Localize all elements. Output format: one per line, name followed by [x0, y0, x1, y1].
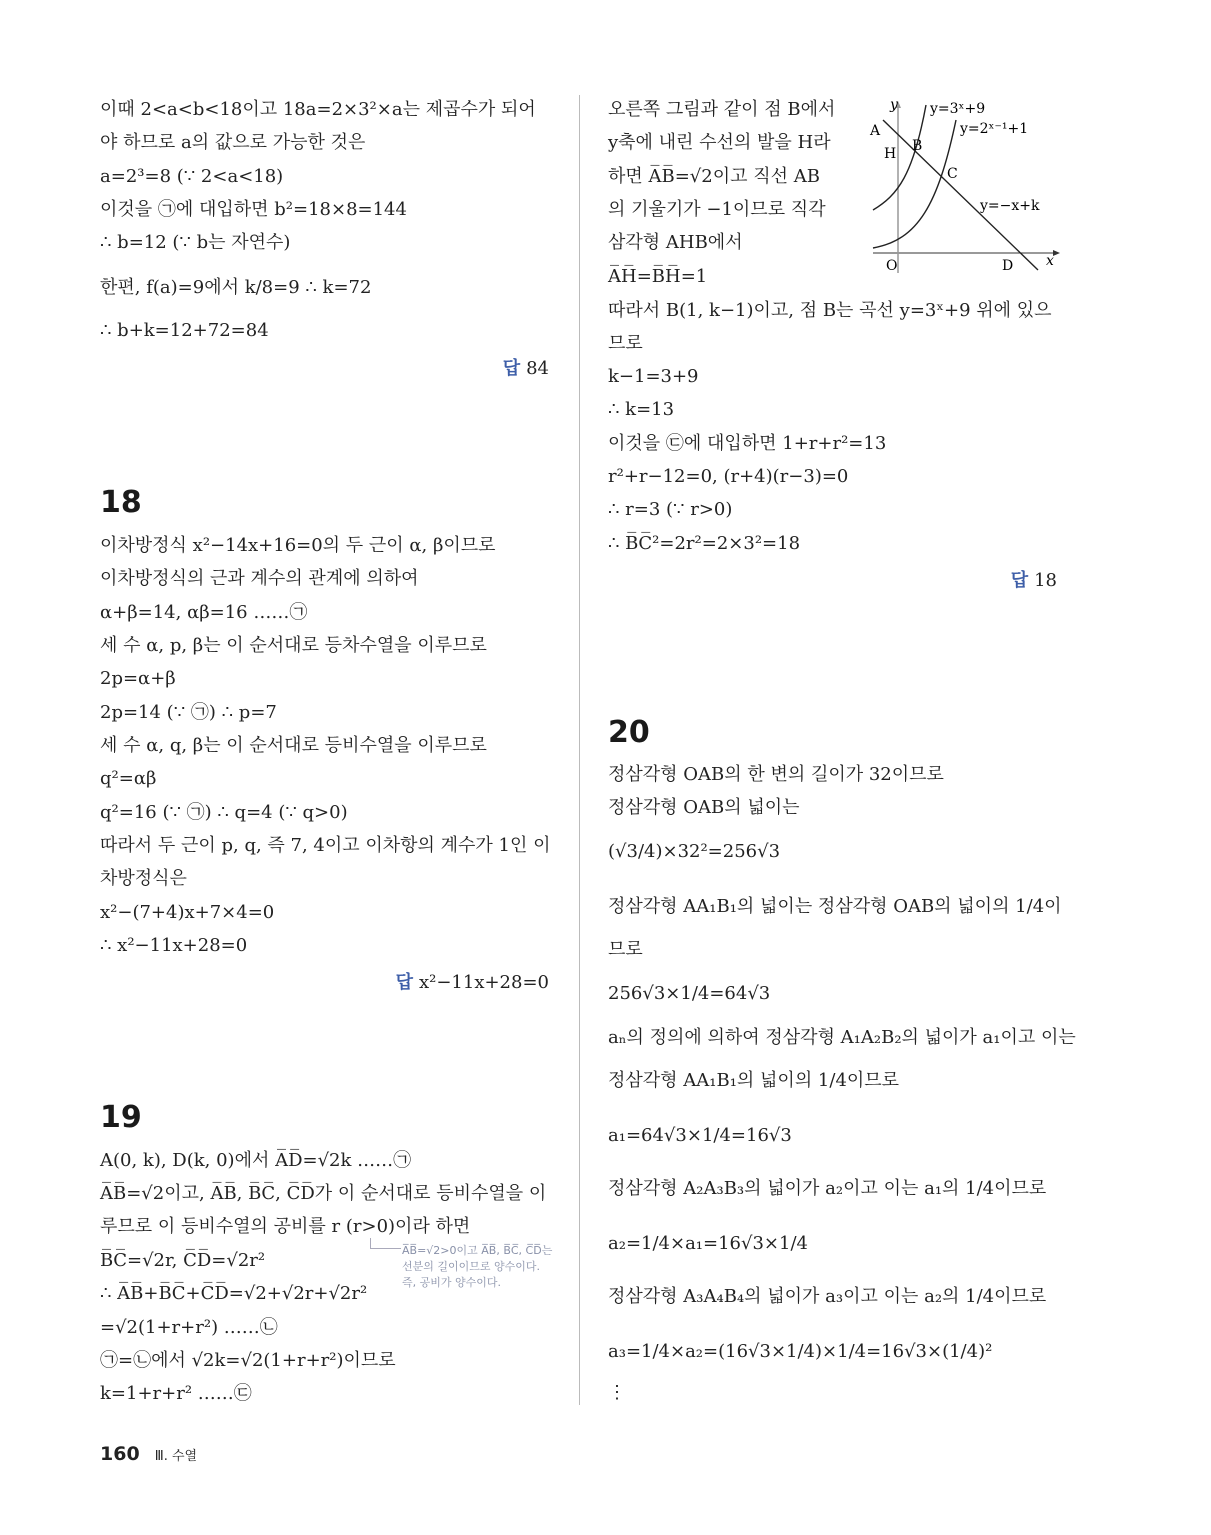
text-line: k=1+r+r² ……㉢	[100, 1383, 252, 1404]
graph-figure	[868, 95, 1068, 275]
text-line: 2p=14 (∵ ㉠) ∴ p=7	[100, 702, 277, 723]
text-line: ∴ k=13	[608, 399, 675, 420]
answer-tag: 답	[395, 972, 413, 993]
graph-label-x: x	[1046, 253, 1054, 269]
text-line: a₃=1/4×a₂=(16√3×1/4)×1/4=16√3×(1/4)²	[608, 1341, 993, 1362]
graph-label-line: y=−x+k	[980, 198, 1040, 214]
text-line: 256√3×1/4=64√3	[608, 983, 771, 1004]
text-line: 정삼각형 OAB의 넓이는	[608, 797, 800, 818]
text-line: ∴ b+k=12+72=84	[100, 320, 269, 341]
text-line: 하면 A̅B̅=√2이고 직선 AB	[608, 166, 820, 187]
text-line: A̅H̅=B̅H̅=1	[608, 266, 708, 287]
problem-number: 19	[100, 1100, 142, 1135]
text-line: ∴ r=3 (∵ r>0)	[608, 499, 733, 520]
graph-label-B: B	[912, 138, 923, 154]
text-line: y축에 내린 수선의 발을 H라	[608, 132, 831, 153]
text-line: 의 기울기가 −1이므로 직각	[608, 199, 826, 220]
text-line: q²=16 (∵ ㉠) ∴ q=4 (∵ q>0)	[100, 802, 348, 823]
graph-label-O: O	[886, 258, 898, 274]
side-note	[402, 1243, 552, 1291]
answer	[396, 968, 549, 994]
text-line: a=2³=8 (∵ 2<a<18)	[100, 166, 284, 187]
graph-label-curve2: y=2ˣ⁻¹+1	[960, 121, 1029, 137]
text-line: 므로	[608, 333, 643, 354]
answer-value: 18	[1034, 570, 1057, 591]
text-line: ∴ b=12 (∵ b는 자연수)	[100, 232, 291, 253]
text-line: 세 수 α, q, β는 이 순서대로 등비수열을 이루므로	[100, 735, 487, 756]
text-line: 정삼각형 AA₁B₁의 넓이의 1/4이므로	[608, 1070, 900, 1091]
graph-label-C: C	[947, 166, 958, 182]
x-axis-arrow-icon	[1053, 250, 1060, 256]
text-line: B̅C̅=√2r, C̅D̅=√2r²	[100, 1250, 266, 1271]
note-connector	[370, 1238, 401, 1249]
answer-value: 84	[526, 358, 549, 379]
text-line: 정삼각형 A₂A₃B₃의 넓이가 a₂이고 이는 a₁의 1/4이므로	[608, 1178, 1047, 1199]
answer-value: x²−11x+28=0	[418, 972, 549, 993]
line-neg-x-plus-k	[883, 120, 1038, 270]
text-line: r²+r−12=0, (r+4)(r−3)=0	[608, 466, 849, 487]
text-line: ∴ A̅B̅+B̅C̅+C̅D̅=√2+√2r+√2r²	[100, 1283, 368, 1304]
page-number: 160	[100, 1443, 140, 1465]
text-line: 세 수 α, p, β는 이 순서대로 등차수열을 이루므로	[100, 635, 487, 656]
text-line: A̅B̅=√2이고, A̅B̅, B̅C̅, C̅D̅가 이 순서대로 등비수열을 이	[100, 1183, 547, 1204]
problem-number: 20	[608, 715, 650, 750]
text-line: 므로	[608, 939, 643, 960]
text-line: 이차방정식의 근과 계수의 관계에 의하여	[100, 568, 419, 589]
text-line: 2p=α+β	[100, 668, 176, 689]
text-line: 따라서 B(1, k−1)이고, 점 B는 곡선 y=3ˣ+9 위에 있으	[608, 300, 1052, 321]
text-line: a₂=1/4×a₁=16√3×1/4	[608, 1233, 808, 1254]
text-line: a₁=64√3×1/4=16√3	[608, 1125, 792, 1146]
text-line: 오른쪽 그림과 같이 점 B에서	[608, 99, 836, 120]
graph-label-y: y	[890, 97, 898, 113]
text-line: x²−(7+4)x+7×4=0	[100, 902, 275, 923]
text-line: 야 하므로 a의 값으로 가능한 것은	[100, 132, 366, 153]
graph-label-D: D	[1002, 258, 1014, 274]
curve-3x-plus-9	[873, 105, 926, 210]
text-line: q²=αβ	[100, 768, 157, 789]
text-line: ⋮	[608, 1382, 626, 1403]
answer	[503, 354, 549, 380]
text-line: 이것을 ㉢에 대입하면 1+r+r²=13	[608, 433, 887, 454]
text-line: ∴ B̅C̅²=2r²=2×3²=18	[608, 533, 801, 554]
text-line: α+β=14, αβ=16 ……㉠	[100, 602, 308, 623]
graph-label-curve1: y=3ˣ+9	[930, 101, 986, 117]
text-line: A(0, k), D(k, 0)에서 A̅D̅=√2k ……㉠	[100, 1150, 412, 1171]
side-note-line: 선분의 길이이므로 양수이다.	[402, 1260, 541, 1273]
text-line: aₙ의 정의에 의하여 정삼각형 A₁A₂B₂의 넓이가 a₁이고 이는	[608, 1027, 1076, 1048]
answer-tag: 답	[1010, 570, 1029, 591]
side-note-line: 즉, 공비가 양수이다.	[402, 1276, 501, 1289]
text-line: 따라서 두 근이 p, q, 즉 7, 4이고 이차항의 계수가 1인 이	[100, 835, 551, 856]
text-line: ∴ x²−11x+28=0	[100, 935, 248, 956]
text-line: (√3/4)×32²=256√3	[608, 841, 781, 862]
text-line: =√2(1+r+r²) ……㉡	[100, 1317, 278, 1338]
text-line: 정삼각형 OAB의 한 변의 길이가 32이므로	[608, 764, 944, 785]
answer-tag: 답	[502, 358, 521, 379]
problem-number: 18	[100, 485, 142, 520]
text-line: 한편, f(a)=9에서 k/8=9 ∴ k=72	[100, 277, 372, 298]
text-line: 이것을 ㉠에 대입하면 b²=18×8=144	[100, 199, 407, 220]
column-divider	[579, 95, 580, 1405]
graph-label-H: H	[884, 146, 897, 162]
side-note-line: A̅B̅=√2>0이고 A̅B̅, B̅C̅, C̅D̅는	[402, 1244, 553, 1257]
page-footer	[100, 1443, 197, 1465]
graph-label-A: A	[870, 123, 881, 139]
answer	[1011, 566, 1057, 592]
text-line: k−1=3+9	[608, 366, 699, 387]
chapter-label: Ⅲ. 수열	[154, 1449, 198, 1464]
text-line: 정삼각형 AA₁B₁의 넓이는 정삼각형 OAB의 넓이의 1/4이	[608, 896, 1062, 917]
text-line: 정삼각형 A₃A₄B₄의 넓이가 a₃이고 이는 a₂의 1/4이므로	[608, 1286, 1047, 1307]
text-line: ㉠=㉡에서 √2k=√2(1+r+r²)이므로	[100, 1350, 396, 1371]
text-line: 삼각형 AHB에서	[608, 232, 743, 253]
text-line: 이때 2<a<b<18이고 18a=2×3²×a는 제곱수가 되어	[100, 99, 536, 120]
text-line: 루므로 이 등비수열의 공비를 r (r>0)이라 하면	[100, 1216, 471, 1237]
text-line: 차방정식은	[100, 868, 187, 889]
text-line: 이차방정식 x²−14x+16=0의 두 근이 α, β이므로	[100, 535, 496, 556]
